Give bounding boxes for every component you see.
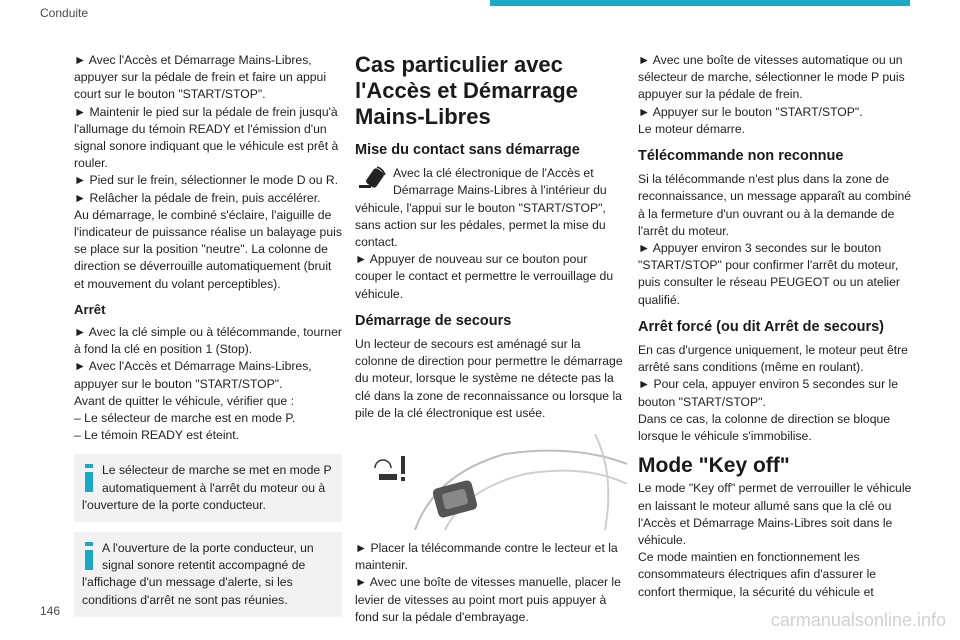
info-icon	[82, 464, 96, 492]
info-note-1	[74, 454, 342, 522]
paragraph-text: Avec la clé électronique de l'Accès et Démarrage Mains-Libres à l'intérieur du véhicule, l'appui sur le bouton "START/STOP", sans action sur les pédales, permet la mise du contact.	[355, 166, 607, 250]
paragraph: ► Appuyer environ 3 secondes sur le bouton "START/STOP" pour confirmer l'arrêt du moteur, puis consulter le réseau PEUGEOT ou un atelier qualifié.	[638, 241, 900, 307]
watermark: carmanualsonline.info	[770, 610, 946, 630]
section-title: Cas particulier avec l'Accès et Démarrage Mains-Libres	[355, 52, 578, 129]
paragraph: ► Maintenir le pied sur la pédale de frein jusqu'à l'allumage du témoin READY et l'émission d'un signal sonore indiquant que le véhicule est prêt à rouler.	[74, 104, 339, 171]
note-text: Le sélecteur de marche se met en mode P automatiquement à l'arrêt du moteur ou à l'ouverture de la porte conducteur.	[82, 463, 332, 512]
paragraph: ► Appuyer sur le bouton "START/STOP".	[638, 104, 863, 119]
header-accent-bar	[490, 0, 910, 6]
paragraph: ► Pour cela, appuyer environ 5 secondes sur le bouton "START/STOP".	[638, 377, 899, 409]
paragraph: Un lecteur de secours est aménagé sur la colonne de direction pour permettre le démarrage du moteur, lorsque le système ne détecte pas la clé dans la zone de reconnaissance ou lorsque la pile de la clé électronique est usée.	[355, 337, 623, 420]
info-note-2	[74, 532, 342, 617]
paragraph	[355, 165, 623, 251]
heading-arret-force: Arrêt forcé (ou dit Arrêt de secours)	[638, 318, 885, 335]
paragraph: Si la télécommande n'est plus dans la zone de reconnaissance, un message apparaît au combiné à la fermeture d'un ouvrant ou à la demande de l'arrêt du moteur.	[638, 172, 912, 238]
heading-demarrage-secours: Démarrage de secours	[355, 312, 512, 329]
header-title: Conduite	[40, 6, 89, 20]
paragraph: Avant de quitter le véhicule, vérifier que :	[74, 393, 294, 408]
emergency-reader-illustration	[355, 434, 627, 530]
paragraph: ► Avec l'Accès et Démarrage Mains-Libres, appuyer sur le bouton "START/STOP".	[74, 359, 312, 391]
paragraph: Au démarrage, le combiné s'éclaire, l'aiguille de l'indicateur de puissance réalise un balayage puis se place sur la position "neutre". La colonne de direction se déverrouille automatiquement (bruit et mouvement du volant perceptibles).	[74, 207, 342, 291]
paragraph: Le moteur démarre.	[638, 121, 746, 136]
paragraph: ► Pied sur le frein, sélectionner le mode D ou R.	[74, 173, 339, 188]
paragraph: ► Avec la clé simple ou à télécommande, tourner à fond la clé en position 1 (Stop).	[74, 325, 342, 357]
column-3	[638, 52, 916, 601]
paragraph: ► Placer la télécommande contre le lecteur et la maintenir.	[355, 541, 618, 573]
paragraph: Le mode "Key off" permet de verrouiller le véhicule en laissant le moteur allumé sans que la clé ou l'Accès et Démarrage Mains-Libres soit dans le véhicule.	[638, 481, 912, 548]
paragraph: ► Avec une boîte de vitesses automatique ou un sélecteur de marche, sélectionner le mode P puis appuyer sur la pédale de frein.	[638, 53, 905, 102]
heading-telecommande: Télécommande non reconnue	[638, 148, 844, 165]
note-text: A l'ouverture de la porte conducteur, un signal sonore retentit accompagné de l'affichage d'un message d'alerte, si les conditions d'arrêt ne sont pas réunies.	[82, 541, 314, 607]
paragraph: ► Avec une boîte de vitesses manuelle, placer le levier de vitesses au point mort puis appuyer à fond sur la pédale d'embrayage.	[355, 575, 621, 624]
heading-key-off: Mode "Key off"	[638, 454, 790, 478]
column-2	[355, 52, 623, 626]
keyless-key-icon	[355, 165, 389, 195]
column-1	[74, 52, 342, 617]
heading-mise-contact: Mise du contact sans démarrage	[355, 142, 580, 158]
paragraph: – Le sélecteur de marche est en mode P.	[74, 411, 296, 426]
paragraph: – Le témoin READY est éteint.	[74, 428, 240, 443]
paragraph: ► Avec l'Accès et Démarrage Mains-Libres, appuyer sur la pédale de frein et faire un appui court sur le bouton "START/STOP".	[74, 53, 327, 102]
info-icon	[82, 542, 96, 570]
heading-arret: Arrêt	[74, 301, 106, 317]
paragraph: ► Appuyer de nouveau sur ce bouton pour couper le contact et permettre le verrouillage du véhicule.	[355, 252, 614, 301]
paragraph: ► Relâcher la pédale de frein, puis accélérer.	[74, 190, 321, 205]
paragraph: Ce mode maintien en fonctionnement les consommateurs électriques afin d'assurer le confort thermique, la sécurité du véhicule et	[638, 550, 877, 599]
paragraph: En cas d'urgence uniquement, le moteur peut être arrêté sans conditions (même en roulant).	[638, 343, 908, 375]
page-number: 146	[40, 604, 61, 618]
paragraph: Dans ce cas, la colonne de direction se bloque lorsque le véhicule s'immobilise.	[638, 411, 891, 444]
